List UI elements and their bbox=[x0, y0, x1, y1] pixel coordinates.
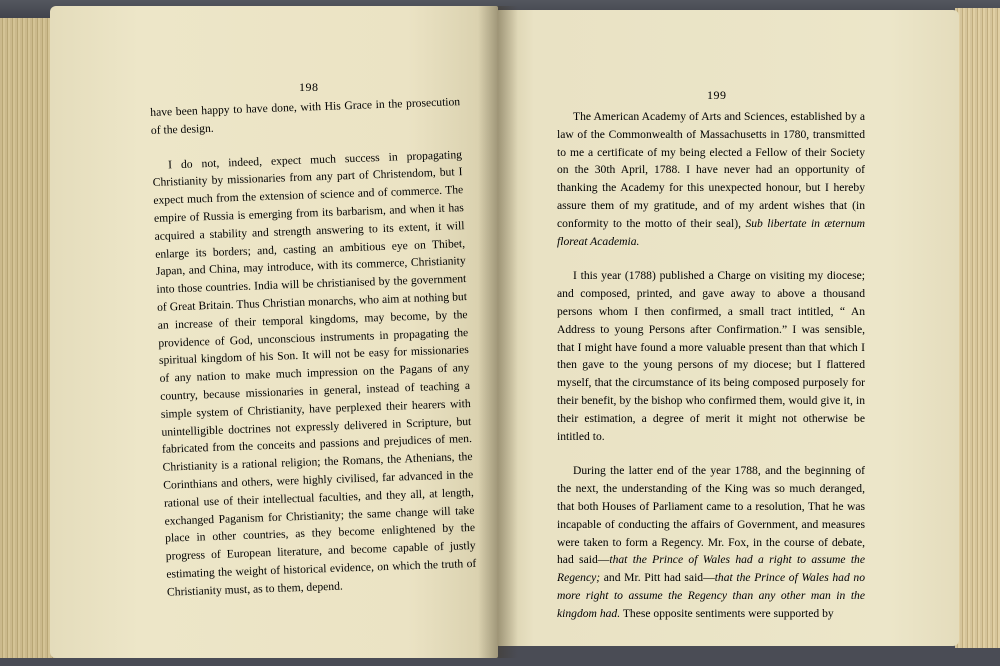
book-fore-edge-right bbox=[955, 8, 1000, 648]
regency-text-e: These opposite sentiments were supported by bbox=[620, 606, 834, 620]
book-gutter bbox=[478, 6, 518, 658]
academy-motto: Sub libertate in æternum floreat Academia. bbox=[557, 216, 865, 248]
regency-text-c: and Mr. Pitt had said— bbox=[600, 571, 715, 585]
right-paragraph-3 bbox=[557, 462, 865, 622]
left-page-number: 198 bbox=[299, 80, 319, 94]
left-paragraph-2: I do not, indeed, expect much success in propagating Christianity by missionaries from any part of Christendom, but I expect much from the extension of science and of commerce. The empire of Russia is emerging from its barbarism, and when it has acquired a stability and strength answering to its extent, it will enlarge its borders; and, casting an ambitious eye on Thibet, Japan, and China, may introduce, with its commerce, Christianity into those countries. India will be christianised by the government of Great Britain. Thus Christian monarchs, who aim at nothing but an increase of their temporal kingdoms, may become, by the providence of God, unconscious instruments in propagating the spiritual kingdom of his Son. It will not be easy for missionaries of any nation to make much impression on the Pagans of any country, because missionaries in general, instead of teaching a simple system of Christianity, have perplexed their hearers with unintelligible doctrines not expressly delivered in Scripture, but fabricated from the conceits and passions and prejudices of men. Christianity is a rational religion; the Romans, the Athenians, the Corinthians and others, were highly civilised, far advanced in the rational use of their intellectual faculties, and they all, at length, exchanged Paganism for Christianity; the same change will take place in other countries, as they become enlightened by the progress of European literature, and become capable of justly estimating the weight of historical evidence, on which the truth of Christianity must, as to them, depend. bbox=[152, 147, 477, 599]
right-page-number: 199 bbox=[707, 88, 727, 102]
right-page-text bbox=[557, 108, 865, 640]
regency-quote-pitt: that the Prince of Wales had no more right to assume the Regency than any other man in the kingdom had. bbox=[557, 571, 866, 620]
right-paragraph-2: I this year (1788) published a Charge on visiting my diocese; and composed, printed, and gave away to above a thousand persons whom I then confirmed, a small tract intitled, “ An Address to young Persons after Confirmation.” I was sensible, that I might have found a more valuable present than that which I then gave to the young persons of my diocese; but I flattered myself, that the circumstance of its being composed purposely for their benefit, by the bishop who confirmed them, would give it, in their estimation, a degree of merit it might not otherwise be intitled to. bbox=[557, 269, 865, 443]
left-page-text bbox=[150, 93, 478, 618]
left-paragraph-1: have been happy to have done, with His Grace in the prosecution of the design. bbox=[150, 95, 461, 137]
academy-text: The American Academy of Arts and Sciences, established by a law of the Commonwealth of Massachusetts in 1780, transmitted to me a certificate of my being elected a Fellow of their Society on the 30th April, 1788. I have never had an opportunity of thanking the Academy for this unexpected honour, but I hereby assure them of my gratitude, and of my ardent wishes that (in conformity to the motto of their seal), bbox=[557, 110, 865, 230]
right-paragraph-1 bbox=[557, 108, 865, 250]
regency-quote-fox: that the Prince of Wales had a right to assume the Regency; bbox=[557, 553, 865, 585]
regency-text-a: During the latter end of the year 1788, and the beginning of the next, the understanding of the King was so much deranged, that both Houses of Parliament came to a resolution, That he was incapable of conducting the affairs of Government, and measures were taken to form a Regency. Mr. Fox, in the course of debate, had said— bbox=[557, 464, 865, 567]
